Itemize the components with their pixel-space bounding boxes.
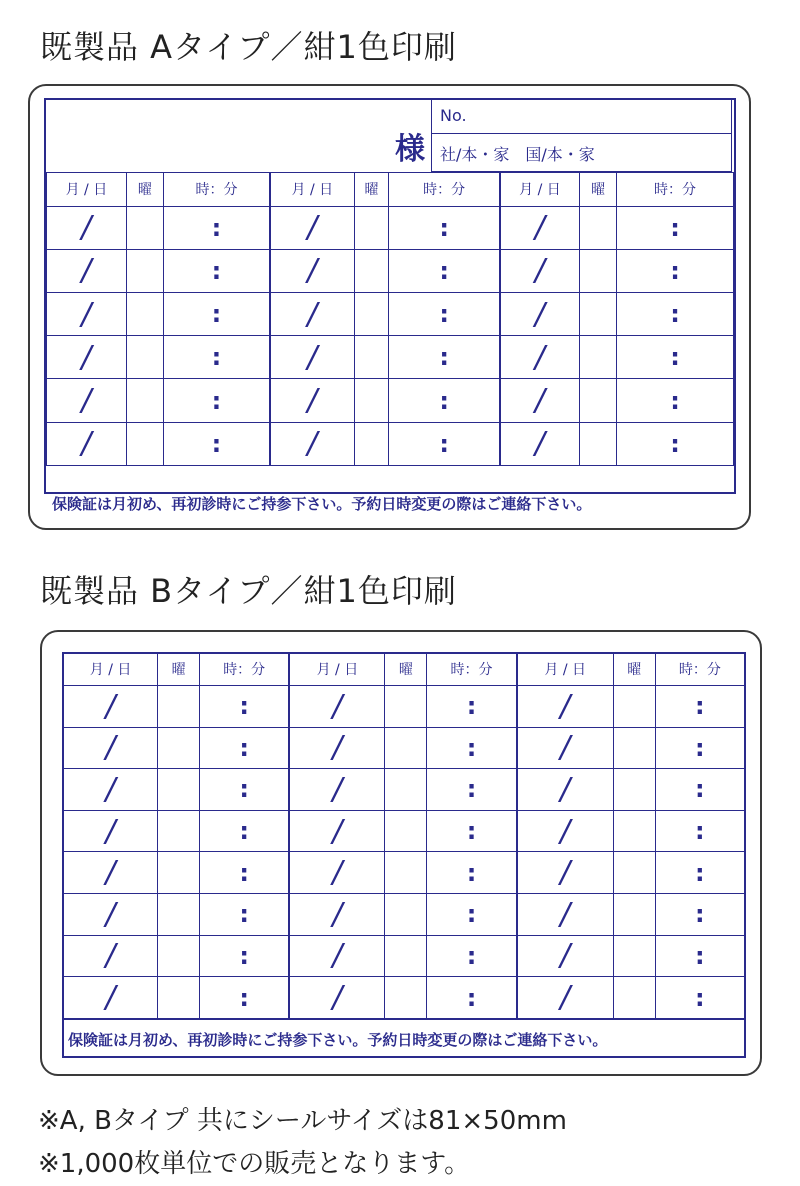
weekday-cell bbox=[158, 769, 200, 811]
type-a-title: 既製品 Aタイプ／紺1色印刷 bbox=[40, 28, 457, 66]
header-date: 月 / 日 bbox=[517, 653, 614, 685]
time-cell: : bbox=[617, 249, 734, 292]
date-cell: / bbox=[63, 935, 158, 977]
insurance-label: 社/本・家 国/本・家 bbox=[440, 145, 595, 164]
header-weekday: 曜 bbox=[580, 173, 617, 207]
sama-label: 様 bbox=[395, 132, 425, 167]
time-cell: : bbox=[655, 935, 745, 977]
date-cell: / bbox=[289, 894, 385, 936]
weekday-cell bbox=[613, 810, 655, 852]
date-cell: / bbox=[47, 379, 127, 422]
weekday-cell bbox=[580, 379, 617, 422]
header-date: 月 / 日 bbox=[47, 173, 127, 207]
weekday-cell bbox=[158, 810, 200, 852]
date-cell: / bbox=[63, 727, 158, 769]
time-cell: : bbox=[389, 293, 500, 336]
time-cell: : bbox=[655, 852, 745, 894]
header-date: 月 / 日 bbox=[289, 653, 385, 685]
date-cell: / bbox=[63, 685, 158, 727]
date-cell: / bbox=[500, 379, 580, 422]
time-cell: : bbox=[200, 935, 290, 977]
date-cell: / bbox=[500, 293, 580, 336]
time-cell: : bbox=[427, 727, 517, 769]
weekday-cell bbox=[613, 894, 655, 936]
weekday-cell bbox=[385, 810, 427, 852]
table-row bbox=[47, 206, 734, 249]
date-cell: / bbox=[47, 422, 127, 465]
time-cell: : bbox=[427, 685, 517, 727]
time-cell: : bbox=[163, 379, 270, 422]
weekday-cell bbox=[613, 685, 655, 727]
type-b-schedule-table bbox=[62, 652, 746, 1020]
table-row bbox=[47, 293, 734, 336]
time-cell: : bbox=[389, 422, 500, 465]
date-cell: / bbox=[500, 249, 580, 292]
header-time: 時：分 bbox=[427, 653, 517, 685]
weekday-cell bbox=[158, 977, 200, 1019]
weekday-cell bbox=[126, 249, 163, 292]
type-b-notice: 保険証は月初め、再初診時にご持参下さい。予約日時変更の際はご連絡下さい。 bbox=[68, 1031, 608, 1049]
name-area bbox=[46, 100, 432, 172]
weekday-cell bbox=[354, 249, 389, 292]
weekday-cell bbox=[613, 977, 655, 1019]
date-cell: / bbox=[47, 293, 127, 336]
table-row bbox=[63, 810, 745, 852]
time-cell: : bbox=[389, 249, 500, 292]
date-cell: / bbox=[517, 977, 614, 1019]
date-cell: / bbox=[289, 769, 385, 811]
time-cell: : bbox=[427, 894, 517, 936]
time-cell: : bbox=[163, 206, 270, 249]
header-time: 時：分 bbox=[655, 653, 745, 685]
header-weekday: 曜 bbox=[385, 653, 427, 685]
header-time: 時：分 bbox=[389, 173, 500, 207]
date-cell: / bbox=[63, 769, 158, 811]
weekday-cell bbox=[126, 293, 163, 336]
header-date: 月 / 日 bbox=[500, 173, 580, 207]
type-a-card bbox=[28, 84, 751, 530]
weekday-cell bbox=[354, 336, 389, 379]
time-cell: : bbox=[200, 727, 290, 769]
table-row bbox=[47, 336, 734, 379]
weekday-cell bbox=[385, 852, 427, 894]
time-cell: : bbox=[200, 977, 290, 1019]
time-cell: : bbox=[427, 852, 517, 894]
date-cell: / bbox=[517, 727, 614, 769]
time-cell: : bbox=[617, 206, 734, 249]
table-row bbox=[63, 894, 745, 936]
weekday-cell bbox=[354, 206, 389, 249]
weekday-cell bbox=[385, 935, 427, 977]
header-time: 時：分 bbox=[617, 173, 734, 207]
time-cell: : bbox=[200, 852, 290, 894]
table-row bbox=[63, 769, 745, 811]
date-cell: / bbox=[517, 685, 614, 727]
time-cell: : bbox=[655, 769, 745, 811]
weekday-cell bbox=[126, 206, 163, 249]
weekday-cell bbox=[158, 685, 200, 727]
weekday-cell bbox=[580, 206, 617, 249]
table-header-row bbox=[47, 173, 734, 207]
date-cell: / bbox=[289, 977, 385, 1019]
date-cell: / bbox=[500, 422, 580, 465]
date-cell: / bbox=[289, 727, 385, 769]
time-cell: : bbox=[427, 935, 517, 977]
time-cell: : bbox=[617, 379, 734, 422]
date-cell: / bbox=[289, 685, 385, 727]
weekday-cell bbox=[126, 379, 163, 422]
table-row bbox=[63, 935, 745, 977]
table-row bbox=[63, 727, 745, 769]
weekday-cell bbox=[580, 249, 617, 292]
weekday-cell bbox=[385, 977, 427, 1019]
weekday-cell bbox=[126, 336, 163, 379]
time-cell: : bbox=[163, 293, 270, 336]
header-weekday: 曜 bbox=[354, 173, 389, 207]
date-cell: / bbox=[289, 852, 385, 894]
weekday-cell bbox=[354, 293, 389, 336]
date-cell: / bbox=[63, 894, 158, 936]
table-row bbox=[63, 685, 745, 727]
time-cell: : bbox=[655, 685, 745, 727]
date-cell: / bbox=[289, 935, 385, 977]
weekday-cell bbox=[613, 935, 655, 977]
table-row bbox=[47, 379, 734, 422]
header-time: 時：分 bbox=[163, 173, 270, 207]
weekday-cell bbox=[613, 727, 655, 769]
date-cell: / bbox=[63, 977, 158, 1019]
time-cell: : bbox=[200, 769, 290, 811]
table-header-row bbox=[63, 653, 745, 685]
date-cell: / bbox=[517, 769, 614, 811]
time-cell: : bbox=[427, 810, 517, 852]
header-weekday: 曜 bbox=[613, 653, 655, 685]
time-cell: : bbox=[389, 379, 500, 422]
time-cell: : bbox=[617, 293, 734, 336]
weekday-cell bbox=[613, 852, 655, 894]
type-a-schedule-table bbox=[46, 172, 734, 466]
weekday-cell bbox=[385, 727, 427, 769]
weekday-cell bbox=[613, 769, 655, 811]
weekday-cell bbox=[126, 422, 163, 465]
date-cell: / bbox=[517, 894, 614, 936]
time-cell: : bbox=[200, 894, 290, 936]
time-cell: : bbox=[617, 422, 734, 465]
time-cell: : bbox=[655, 977, 745, 1019]
date-cell: / bbox=[270, 422, 354, 465]
weekday-cell bbox=[354, 422, 389, 465]
time-cell: : bbox=[427, 769, 517, 811]
header-date: 月 / 日 bbox=[63, 653, 158, 685]
date-cell: / bbox=[47, 336, 127, 379]
date-cell: / bbox=[63, 852, 158, 894]
weekday-cell bbox=[158, 935, 200, 977]
weekday-cell bbox=[385, 769, 427, 811]
table-row bbox=[47, 249, 734, 292]
weekday-cell bbox=[158, 852, 200, 894]
time-cell: : bbox=[163, 336, 270, 379]
table-row bbox=[63, 977, 745, 1019]
time-cell: : bbox=[427, 977, 517, 1019]
time-cell: : bbox=[200, 685, 290, 727]
weekday-cell bbox=[158, 894, 200, 936]
footnote-size: ※A, Bタイプ 共にシールサイズは81×50mm bbox=[38, 1106, 567, 1136]
time-cell: : bbox=[655, 894, 745, 936]
date-cell: / bbox=[517, 852, 614, 894]
no-label: No. bbox=[440, 106, 467, 125]
weekday-cell bbox=[158, 727, 200, 769]
type-b-title: 既製品 Bタイプ／紺1色印刷 bbox=[40, 572, 457, 610]
weekday-cell bbox=[354, 379, 389, 422]
header-weekday: 曜 bbox=[158, 653, 200, 685]
header-date: 月 / 日 bbox=[270, 173, 354, 207]
type-a-frame bbox=[44, 98, 736, 494]
number-field bbox=[432, 100, 732, 134]
weekday-cell bbox=[580, 293, 617, 336]
date-cell: / bbox=[270, 379, 354, 422]
time-cell: : bbox=[200, 810, 290, 852]
table-row bbox=[47, 422, 734, 465]
date-cell: / bbox=[270, 336, 354, 379]
date-cell: / bbox=[63, 810, 158, 852]
weekday-cell bbox=[580, 422, 617, 465]
date-cell: / bbox=[517, 810, 614, 852]
time-cell: : bbox=[655, 810, 745, 852]
date-cell: / bbox=[500, 336, 580, 379]
table-row bbox=[63, 852, 745, 894]
footnote-unit: ※1,000枚単位での販売となります。 bbox=[38, 1149, 471, 1179]
weekday-cell bbox=[580, 336, 617, 379]
header-time: 時：分 bbox=[200, 653, 290, 685]
date-cell: / bbox=[517, 935, 614, 977]
date-cell: / bbox=[47, 206, 127, 249]
time-cell: : bbox=[655, 727, 745, 769]
time-cell: : bbox=[617, 336, 734, 379]
weekday-cell bbox=[385, 894, 427, 936]
date-cell: / bbox=[47, 249, 127, 292]
date-cell: / bbox=[289, 810, 385, 852]
time-cell: : bbox=[389, 336, 500, 379]
date-cell: / bbox=[500, 206, 580, 249]
time-cell: : bbox=[163, 422, 270, 465]
time-cell: : bbox=[163, 249, 270, 292]
date-cell: / bbox=[270, 293, 354, 336]
date-cell: / bbox=[270, 249, 354, 292]
weekday-cell bbox=[385, 685, 427, 727]
type-a-notice: 保険証は月初め、再初診時にご持参下さい。予約日時変更の際はご連絡下さい。 bbox=[52, 495, 592, 513]
header-weekday: 曜 bbox=[126, 173, 163, 207]
date-cell: / bbox=[270, 206, 354, 249]
type-b-card bbox=[40, 630, 762, 1076]
time-cell: : bbox=[389, 206, 500, 249]
insurance-field bbox=[432, 134, 732, 172]
